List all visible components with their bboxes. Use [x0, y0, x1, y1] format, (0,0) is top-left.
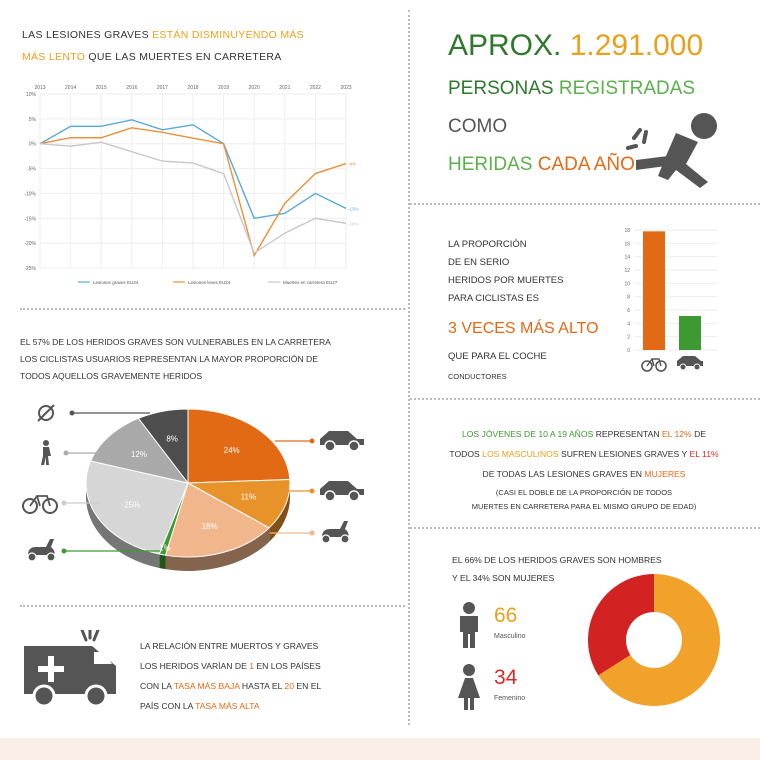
youth-part: TODOS [449, 449, 480, 459]
wheel [680, 364, 686, 370]
headline-personas: PERSONAS [448, 78, 554, 99]
end-label: -16% [348, 221, 359, 227]
car-icon [677, 356, 703, 370]
connector-dot [310, 489, 315, 494]
divider [20, 308, 405, 310]
footer-band [0, 738, 760, 760]
male-label: Masculino [494, 633, 526, 640]
vulnerable-line: EL 57% DE LOS HERIDOS GRAVES SON VULNERABLES EN LA CARRETERA [20, 337, 331, 347]
ambulance-number: 1 [249, 661, 254, 671]
icon-part [349, 491, 359, 501]
unknown-icon [38, 405, 54, 421]
connector-dot [310, 439, 315, 444]
x-tick-label: 2013 [34, 85, 46, 91]
x-tick-label: 2018 [187, 85, 199, 91]
ambulance-part: LOS HERIDOS VARÍAN DE [140, 661, 247, 671]
wheel [694, 364, 700, 370]
icon-part [322, 535, 330, 543]
vulnerable-text [20, 334, 405, 385]
car-icon [320, 431, 364, 451]
injured-person-icon [616, 108, 726, 188]
y-tick-label: -25% [24, 266, 36, 272]
female-value: 34 [494, 666, 518, 689]
bar [679, 316, 701, 350]
youth-note: (CASI EL DOBLE DE LA PROPORCIÓN DE TODOS [495, 488, 673, 497]
title-highlight: MÁS LENTO [22, 51, 86, 63]
youth-highlight: LOS JÓVENES DE 10 A 19 AÑOS [461, 429, 594, 439]
female-icon [456, 664, 482, 710]
icon-part [43, 440, 49, 446]
ambulance-part: CON LA [140, 681, 172, 691]
youth-part: DE [694, 429, 707, 439]
icon-part [30, 496, 50, 506]
vulnerable-line: TODOS AQUELLOS GRAVEMENTE HERIDOS [20, 371, 203, 381]
legend-label: Lesiones graves EU24 [93, 280, 139, 285]
icon-part [28, 553, 36, 561]
x-tick-label: 2019 [218, 85, 230, 91]
headline-registradas: REGISTRADAS [558, 78, 696, 99]
pie-slice-label: 11% [240, 492, 257, 502]
headline-number: 1.291.000 [569, 29, 704, 62]
youth-highlight: LOS MASCULINOS [482, 449, 559, 459]
y-tick-label: 6 [627, 308, 630, 314]
bicycle-icon [23, 496, 57, 513]
icon-part [325, 491, 335, 501]
ambulance-highlight: TASA MÁS ALTA [195, 701, 260, 711]
y-tick-label: 18 [624, 228, 630, 234]
y-tick-label: 4 [627, 321, 630, 328]
youth-percent: EL 12% [661, 429, 692, 439]
y-tick-label: -5% [27, 166, 36, 173]
ambulance-icon [20, 630, 126, 708]
connector-dot [62, 549, 67, 554]
youth-text [410, 424, 758, 514]
donut-chart [584, 570, 724, 710]
ambulance-line: LA RELACIÓN ENTRE MUERTOS Y GRAVES [140, 641, 319, 651]
line-chart-title [22, 24, 352, 68]
ambulance-part: EN LOS PAÍSES [256, 661, 321, 671]
x-tick-label: 2017 [156, 85, 168, 91]
ambulance-highlight: TASA MÁS BAJA [173, 681, 240, 691]
moped-icon [322, 521, 349, 543]
y-tick-label: 10% [25, 92, 36, 98]
pedestrian-icon [41, 440, 51, 465]
ambulance-part: HASTA EL [241, 681, 283, 691]
ratio-line: DE EN SERIO [448, 257, 510, 268]
female-label: Femenino [494, 695, 526, 702]
headline-aprox: APROX. [448, 29, 562, 62]
connector-dot [62, 501, 67, 506]
headline-como: COMO [448, 116, 508, 137]
x-tick-label: 2015 [95, 85, 107, 91]
icon-part [349, 441, 359, 451]
pie-slice-side [159, 554, 165, 569]
y-tick-label: -20% [24, 241, 36, 248]
male-icon [456, 602, 482, 648]
youth-percent: EL 11% [689, 449, 719, 459]
ratio-line: QUE PARA EL COCHE [448, 351, 547, 362]
pie-slice-label: 24% [223, 445, 240, 455]
y-tick-label: 12 [624, 268, 630, 274]
title-highlight: ESTÁN DISMINUYENDO MÁS [152, 29, 304, 41]
ratio-line: LA PROPORCIÓN [448, 239, 527, 250]
donut-slice [588, 574, 654, 675]
ratio-line: HERIDOS POR MUERTES [448, 275, 564, 286]
y-tick-label: 8 [627, 294, 630, 301]
youth-part: REPRESENTAN [595, 429, 660, 439]
y-tick-label: 0% [28, 141, 36, 148]
ambulance-part: PAÍS CON LA [140, 701, 193, 711]
end-label: -4% [348, 161, 357, 167]
bar-chart [612, 222, 722, 380]
y-tick-label: 0 [627, 348, 630, 354]
x-tick-label: 2022 [309, 85, 321, 91]
connector-dot [70, 411, 75, 416]
title-part: QUE LAS MUERTES EN CARRETERA [88, 51, 282, 63]
vulnerable-line: LOS CICLISTAS USUARIOS REPRESENTAN LA MAYOR PROPORCIÓN DE [20, 354, 318, 364]
icon-part [47, 553, 55, 561]
gender-line: EL 66% DE LOS HERIDOS GRAVES SON HOMBRES [452, 555, 662, 565]
car-icon [320, 481, 364, 501]
connector-dot [310, 531, 315, 536]
y-tick-label: 2 [627, 334, 630, 341]
pie-slice-label: 18% [201, 522, 218, 532]
y-tick-label: 16 [624, 241, 630, 248]
y-tick-label: 10 [624, 281, 630, 288]
end-label: -13% [348, 206, 359, 212]
ratio-highlight: 3 VECES MÁS ALTO [448, 320, 599, 337]
pie-chart [0, 395, 405, 595]
x-tick-label: 2014 [65, 85, 77, 91]
line-chart [18, 80, 373, 295]
x-tick-label: 2020 [248, 85, 260, 91]
pie-slice-label: 8% [166, 434, 178, 444]
y-tick-label: 14 [624, 254, 630, 261]
youth-note: MUERTES EN CARRETERA PARA EL MISMO GRUPO DE EDAD) [471, 502, 697, 511]
ratio-line: CONDUCTORES [448, 372, 507, 381]
divider [20, 605, 405, 607]
legend-label: Lesiones leves EU24 [188, 280, 231, 285]
y-tick-label: 5% [28, 116, 36, 123]
divider [410, 527, 760, 529]
headline-heridas: HERIDAS [448, 154, 533, 175]
youth-highlight: MUJERES [644, 469, 686, 479]
icon-part [41, 447, 51, 465]
title-part: LAS LESIONES GRAVES [22, 29, 149, 41]
pie-slice-label: 12% [130, 450, 147, 460]
x-tick-label: 2023 [340, 85, 352, 91]
y-tick-label: -10% [24, 191, 36, 198]
ambulance-part: EN EL [296, 681, 322, 691]
moped-icon [28, 539, 55, 561]
vertical-divider [408, 10, 410, 725]
youth-part: SUFREN LESIONES GRAVES Y [560, 449, 688, 459]
pie-slice-label: 1% [159, 543, 171, 553]
divider [410, 398, 760, 400]
headline-cada-ano: CADA AÑO [537, 154, 635, 175]
y-tick-label: -15% [24, 216, 36, 223]
frame [647, 359, 661, 366]
x-tick-label: 2021 [279, 85, 291, 91]
pie-slice-label: 25% [124, 500, 141, 510]
youth-part: DE TODAS LAS LESIONES GRAVES EN [482, 469, 643, 479]
icon-part [325, 441, 335, 451]
x-tick-label: 2016 [126, 85, 138, 91]
icon-part [341, 535, 349, 543]
ambulance-number: 20 [284, 681, 294, 691]
bicycle-icon [642, 359, 666, 371]
connector-dot [64, 451, 69, 456]
ratio-line: PARA CICLISTAS ES [448, 293, 539, 304]
ratio-text [448, 236, 618, 386]
ambulance-text [140, 636, 405, 716]
gender-line: Y EL 34% SON MUJERES [452, 573, 555, 583]
male-value: 66 [494, 604, 518, 627]
divider [410, 203, 760, 205]
legend-label: Muertes en carretera EU27 [283, 280, 338, 285]
bar [643, 231, 665, 350]
